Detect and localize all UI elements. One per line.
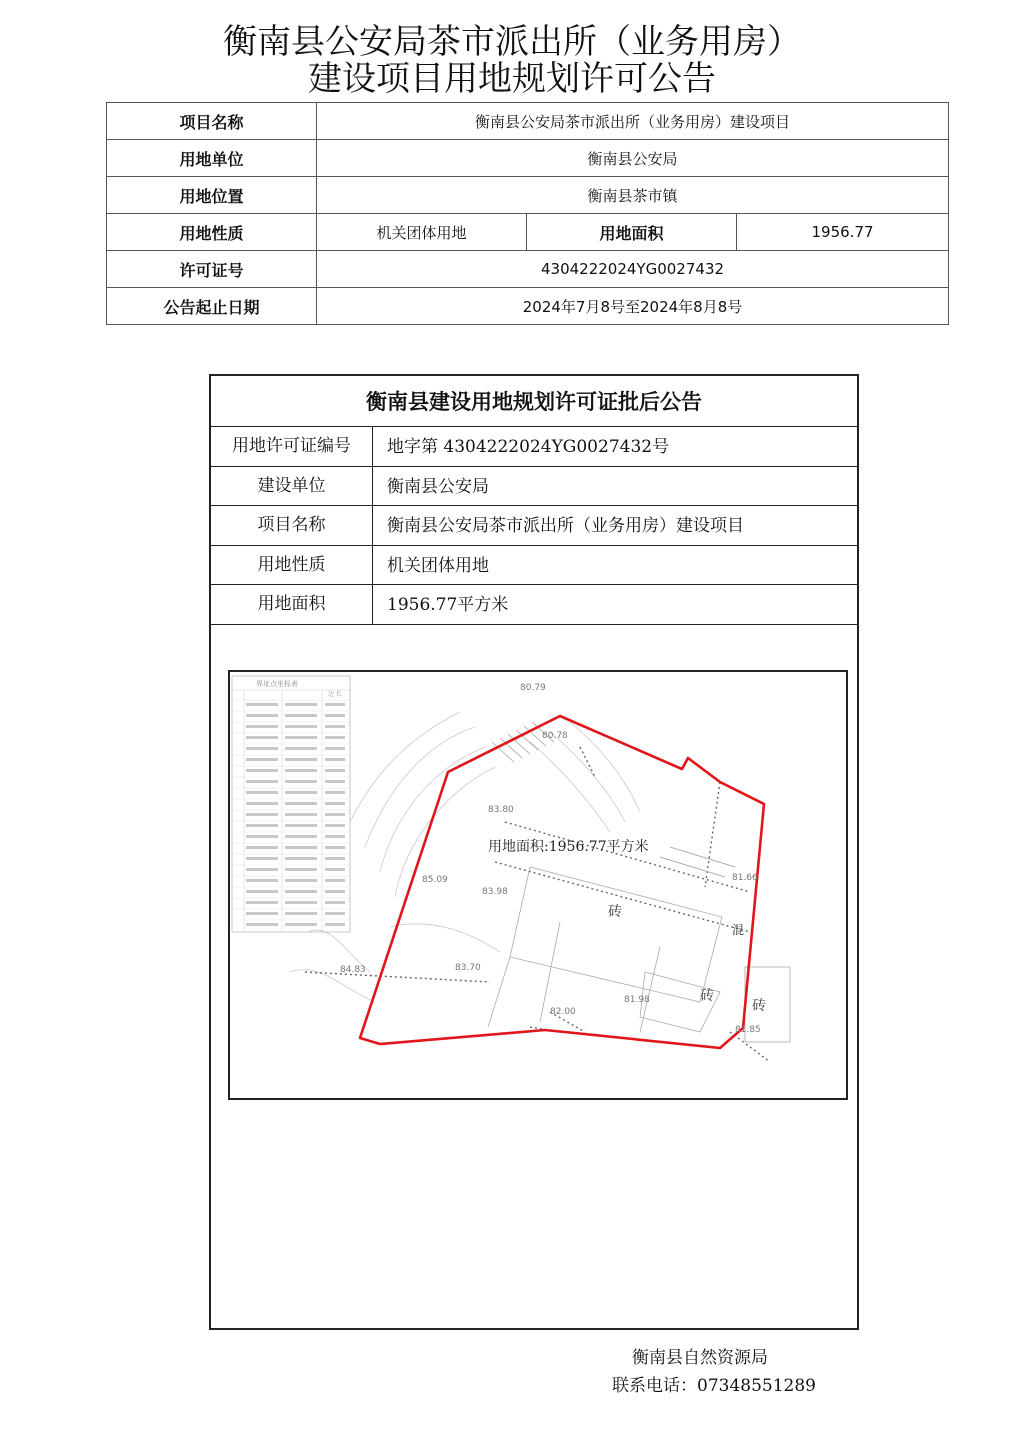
coordinate-table-cell [325, 758, 345, 761]
coordinate-table-cell [285, 769, 317, 772]
coordinate-table-cell [246, 758, 278, 761]
coordinate-table-cell [246, 824, 278, 827]
coordinate-table-cell [325, 769, 345, 772]
coordinate-table-cell [325, 824, 345, 827]
coordinate-table-cell [246, 725, 278, 728]
table-row [107, 140, 949, 177]
coordinate-table-cell [285, 846, 317, 849]
land-area-label: 用地面积 [527, 214, 737, 251]
notice-row [211, 506, 857, 546]
coordinate-table-cell [325, 890, 345, 893]
notice-row-label: 用地面积 [211, 585, 373, 624]
notice-row [211, 467, 857, 507]
coordinate-table-cell [285, 736, 317, 739]
coordinate-table-cell [285, 791, 317, 794]
coordinate-table-cell [246, 703, 278, 706]
building-label: 砖 [752, 998, 766, 1014]
coordinate-table-cell [285, 824, 317, 827]
project-name-value: 衡南县公安局茶市派出所（业务用房）建设项目 [317, 103, 949, 140]
coordinate-table-cell [325, 868, 345, 871]
notice-row-value: 机关团体用地 [387, 555, 489, 576]
table-row [107, 214, 949, 251]
notice-row [211, 427, 857, 467]
coordinate-table-cell [285, 758, 317, 761]
site-plan-map [228, 670, 848, 1100]
coordinate-table-cell [325, 736, 345, 739]
coordinate-table-cell [246, 846, 278, 849]
coordinate-table-cell [325, 879, 345, 882]
coordinate-table-cell [246, 879, 278, 882]
coordinate-table-cell [246, 912, 278, 915]
coordinate-table-cell [246, 791, 278, 794]
land-location-value: 衡南县茶市镇 [317, 177, 949, 214]
elevation-label: 83.80 [488, 805, 514, 815]
coordinate-table-cell [325, 725, 345, 728]
coordinate-table-cell [246, 714, 278, 717]
elevation-label: 80.79 [520, 683, 546, 693]
coordinate-table-cell [325, 912, 345, 915]
coordinate-table-cell [246, 901, 278, 904]
coordinate-table-cell [285, 857, 317, 860]
coordinate-table-cell [325, 791, 345, 794]
permit-no-label: 许可证号 [107, 251, 317, 288]
period-label: 公告起止日期 [107, 288, 317, 325]
coordinate-table-cell [285, 901, 317, 904]
coordinate-table-cell [285, 835, 317, 838]
elevation-label: 81.98 [624, 995, 650, 1005]
site-plan-drawing [230, 672, 848, 1100]
coordinate-table-cell [246, 923, 278, 926]
coordinate-table [232, 676, 350, 932]
elevation-label: 83.70 [455, 963, 481, 973]
notice-row-label: 用地性质 [211, 546, 373, 585]
notice-row-label: 用地许可证编号 [211, 427, 373, 466]
land-nature-value: 机关团体用地 [317, 214, 527, 251]
page-title-line2: 建设项目用地规划许可公告 [308, 59, 716, 99]
contact-phone: 联系电话：07348551289 [612, 1376, 816, 1396]
building-label: 混 [732, 923, 745, 937]
page-title-line1: 衡南县公安局茶市派出所（业务用房） [223, 22, 801, 62]
coordinate-table-cell [325, 846, 345, 849]
coordinate-table-cell [246, 813, 278, 816]
coordinate-table-cell [285, 879, 317, 882]
coordinate-table-cell [325, 714, 345, 717]
land-unit-label: 用地单位 [107, 140, 317, 177]
coordinate-table-cell [285, 802, 317, 805]
elevation-label: 82.00 [550, 1007, 576, 1017]
building-label: 砖 [700, 988, 714, 1004]
coordinate-table-cell [246, 868, 278, 871]
table-row [107, 177, 949, 214]
coordinate-table-cell [325, 857, 345, 860]
coordinate-table-cell [325, 923, 345, 926]
coordinate-table-cell [325, 703, 345, 706]
period-value: 2024年7月8号至2024年8月8号 [317, 288, 949, 325]
coordinate-table-cell [246, 747, 278, 750]
coordinate-table-cell [325, 901, 345, 904]
coordinate-table-cell [246, 835, 278, 838]
coordinate-table-cell [285, 747, 317, 750]
coordinate-table-cell [285, 868, 317, 871]
coordinate-table-cell [325, 780, 345, 783]
elevation-label: 84.83 [340, 965, 366, 975]
elevation-label: 81.66 [732, 873, 758, 883]
permit-no-value: 4304222024YG0027432 [317, 251, 949, 288]
coordinate-table-cell [325, 802, 345, 805]
notice-row [211, 546, 857, 586]
notice-row-value: 衡南县公安局 [387, 476, 489, 497]
coordinate-table-cell [285, 780, 317, 783]
coordinate-table-length-header: 边 长 [328, 691, 342, 698]
notice-row-label: 建设单位 [211, 467, 373, 506]
notice-row-value: 1956.77平方米 [387, 595, 509, 616]
summary-table [106, 102, 949, 325]
elevation-label: 81.85 [735, 1025, 761, 1035]
coordinate-table-cell [246, 736, 278, 739]
notice-row-label: 项目名称 [211, 506, 373, 545]
land-nature-label: 用地性质 [107, 214, 317, 251]
coordinate-table-title: 界址点坐标表 [256, 680, 298, 688]
coordinate-table-cell [285, 923, 317, 926]
notice-header: 衡南县建设用地规划许可证批后公告 [211, 376, 857, 427]
coordinate-table-cell [285, 890, 317, 893]
coordinate-table-cell [246, 857, 278, 860]
coordinate-table-cell [325, 813, 345, 816]
elevation-label: 83.98 [482, 887, 508, 897]
table-row [107, 103, 949, 140]
coordinate-table-cell [246, 802, 278, 805]
land-area-value: 1956.77 [737, 214, 949, 251]
notice-row [211, 585, 857, 625]
elevation-label: 80.78 [542, 731, 568, 741]
land-location-label: 用地位置 [107, 177, 317, 214]
notice-row-value: 衡南县公安局茶市派出所（业务用房）建设项目 [387, 516, 744, 537]
coordinate-table-cell [325, 747, 345, 750]
table-row [107, 288, 949, 325]
coordinate-table-cell [246, 780, 278, 783]
land-unit-value: 衡南县公安局 [317, 140, 949, 177]
coordinate-table-cell [325, 835, 345, 838]
elevation-label: 85.09 [422, 875, 448, 885]
coordinate-table-cell [285, 813, 317, 816]
coordinate-table-cell [246, 890, 278, 893]
building-label: 砖 [608, 904, 622, 920]
issuing-office: 衡南县自然资源局 [632, 1348, 768, 1368]
notice-row-value: 地字第 4304222024YG0027432号 [387, 437, 670, 457]
dotted-walls [305, 747, 770, 1062]
table-row [107, 251, 949, 288]
project-name-label: 项目名称 [107, 103, 317, 140]
coordinate-table-cell [285, 725, 317, 728]
land-area-map-label: 用地面积:1956.77平方米 [488, 839, 649, 855]
coordinate-table-cell [246, 769, 278, 772]
coordinate-table-cell [285, 703, 317, 706]
coordinate-table-cell [285, 714, 317, 717]
coordinate-table-cell [285, 912, 317, 915]
